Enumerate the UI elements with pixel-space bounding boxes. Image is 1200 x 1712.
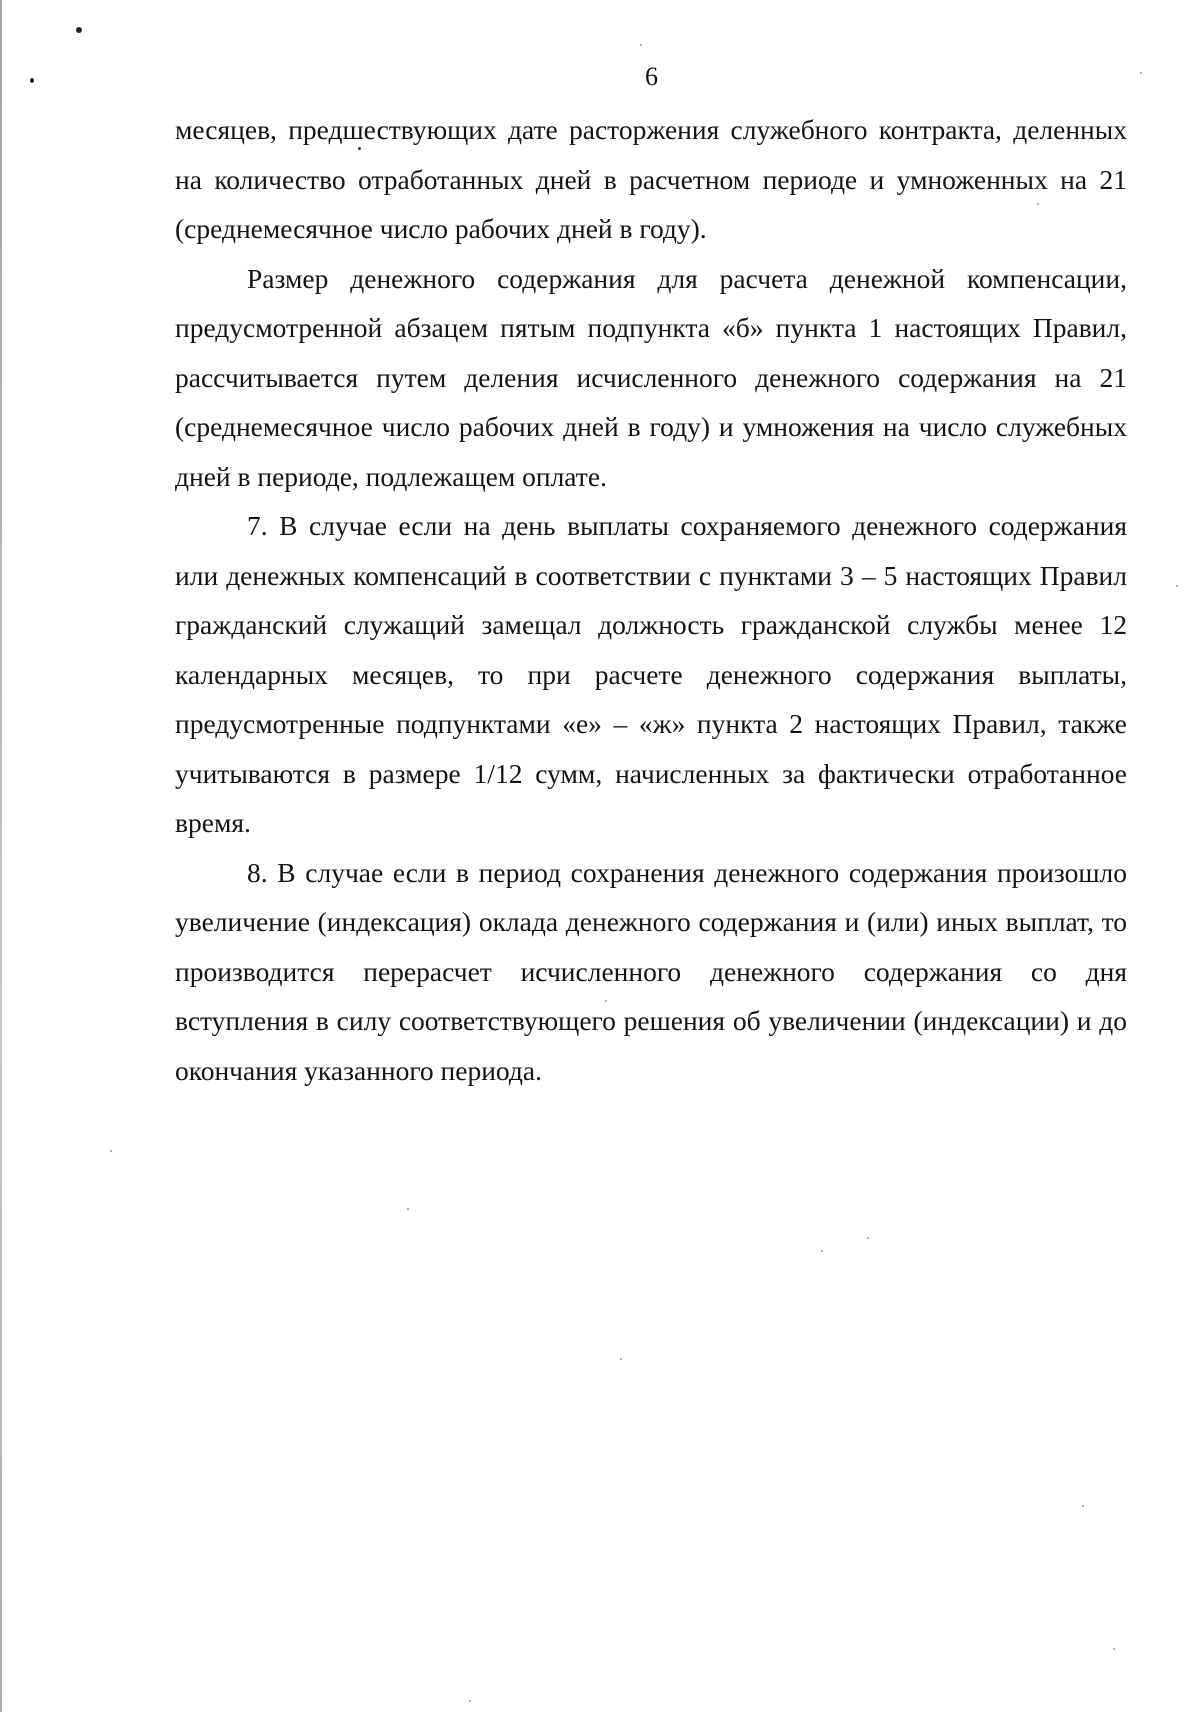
page-number: 6 — [645, 62, 658, 91]
scan-speck — [407, 1208, 409, 1210]
scan-speck — [640, 44, 642, 46]
scan-speck — [1113, 1648, 1115, 1650]
scan-speck — [469, 1700, 471, 1702]
paragraph-clause-8: 8. В случае если в период сохранения денежного содержания произошло увеличение (индексация) оклада денежного содержания и (или) иных выплат, то производится перерасчет исчисленного денежного содержания со дня вступления в силу соответствующего решения об увеличении (индексации) и до окончания указанного периода. — [175, 856, 1127, 1086]
scan-speck — [110, 1150, 112, 1152]
scan-speck — [821, 1250, 823, 1252]
document-body — [175, 105, 1127, 1095]
paragraph-compensation-size: Размер денежного содержания для расчета денежной компенсации, предусмотренной абзацем пятым подпункта «б» пункта 1 настоящих Правил, рассчитывается путем деления исчисленного денежного содержания на 21 (среднемесячное число рабочих дней в году) и умножения на число служебных дней в периоде, подлежащем оплате. — [175, 262, 1127, 492]
scan-speck — [1176, 585, 1178, 587]
paragraph-continuation: месяцев, предшествующих дате расторжения служебного контракта, деленных на количество отработанных дней в расчетном периоде и умноженных на 21 (среднемесячное число рабочих дней в году). — [175, 114, 1127, 244]
scan-speck — [867, 1237, 869, 1239]
paragraph-clause-7: 7. В случае если на день выплаты сохраняемого денежного содержания или денежных компенсаций в соответствии с пунктами 3 – 5 настоящих Правил гражданский служащий замещал должность гражданской службы менее 12 календарных месяцев, то при расчете денежного содержания выплаты, предусмотренные подпунктами «е» – «ж» пункта 2 настоящих Правил, также учитываются в размере 1/12 сумм, начисленных за фактически отработанное время. — [175, 510, 1127, 838]
scan-speck — [1082, 1505, 1084, 1507]
scan-dot — [76, 27, 82, 33]
scan-speck — [620, 1358, 622, 1360]
scan-edge-shadow — [0, 0, 2, 1712]
